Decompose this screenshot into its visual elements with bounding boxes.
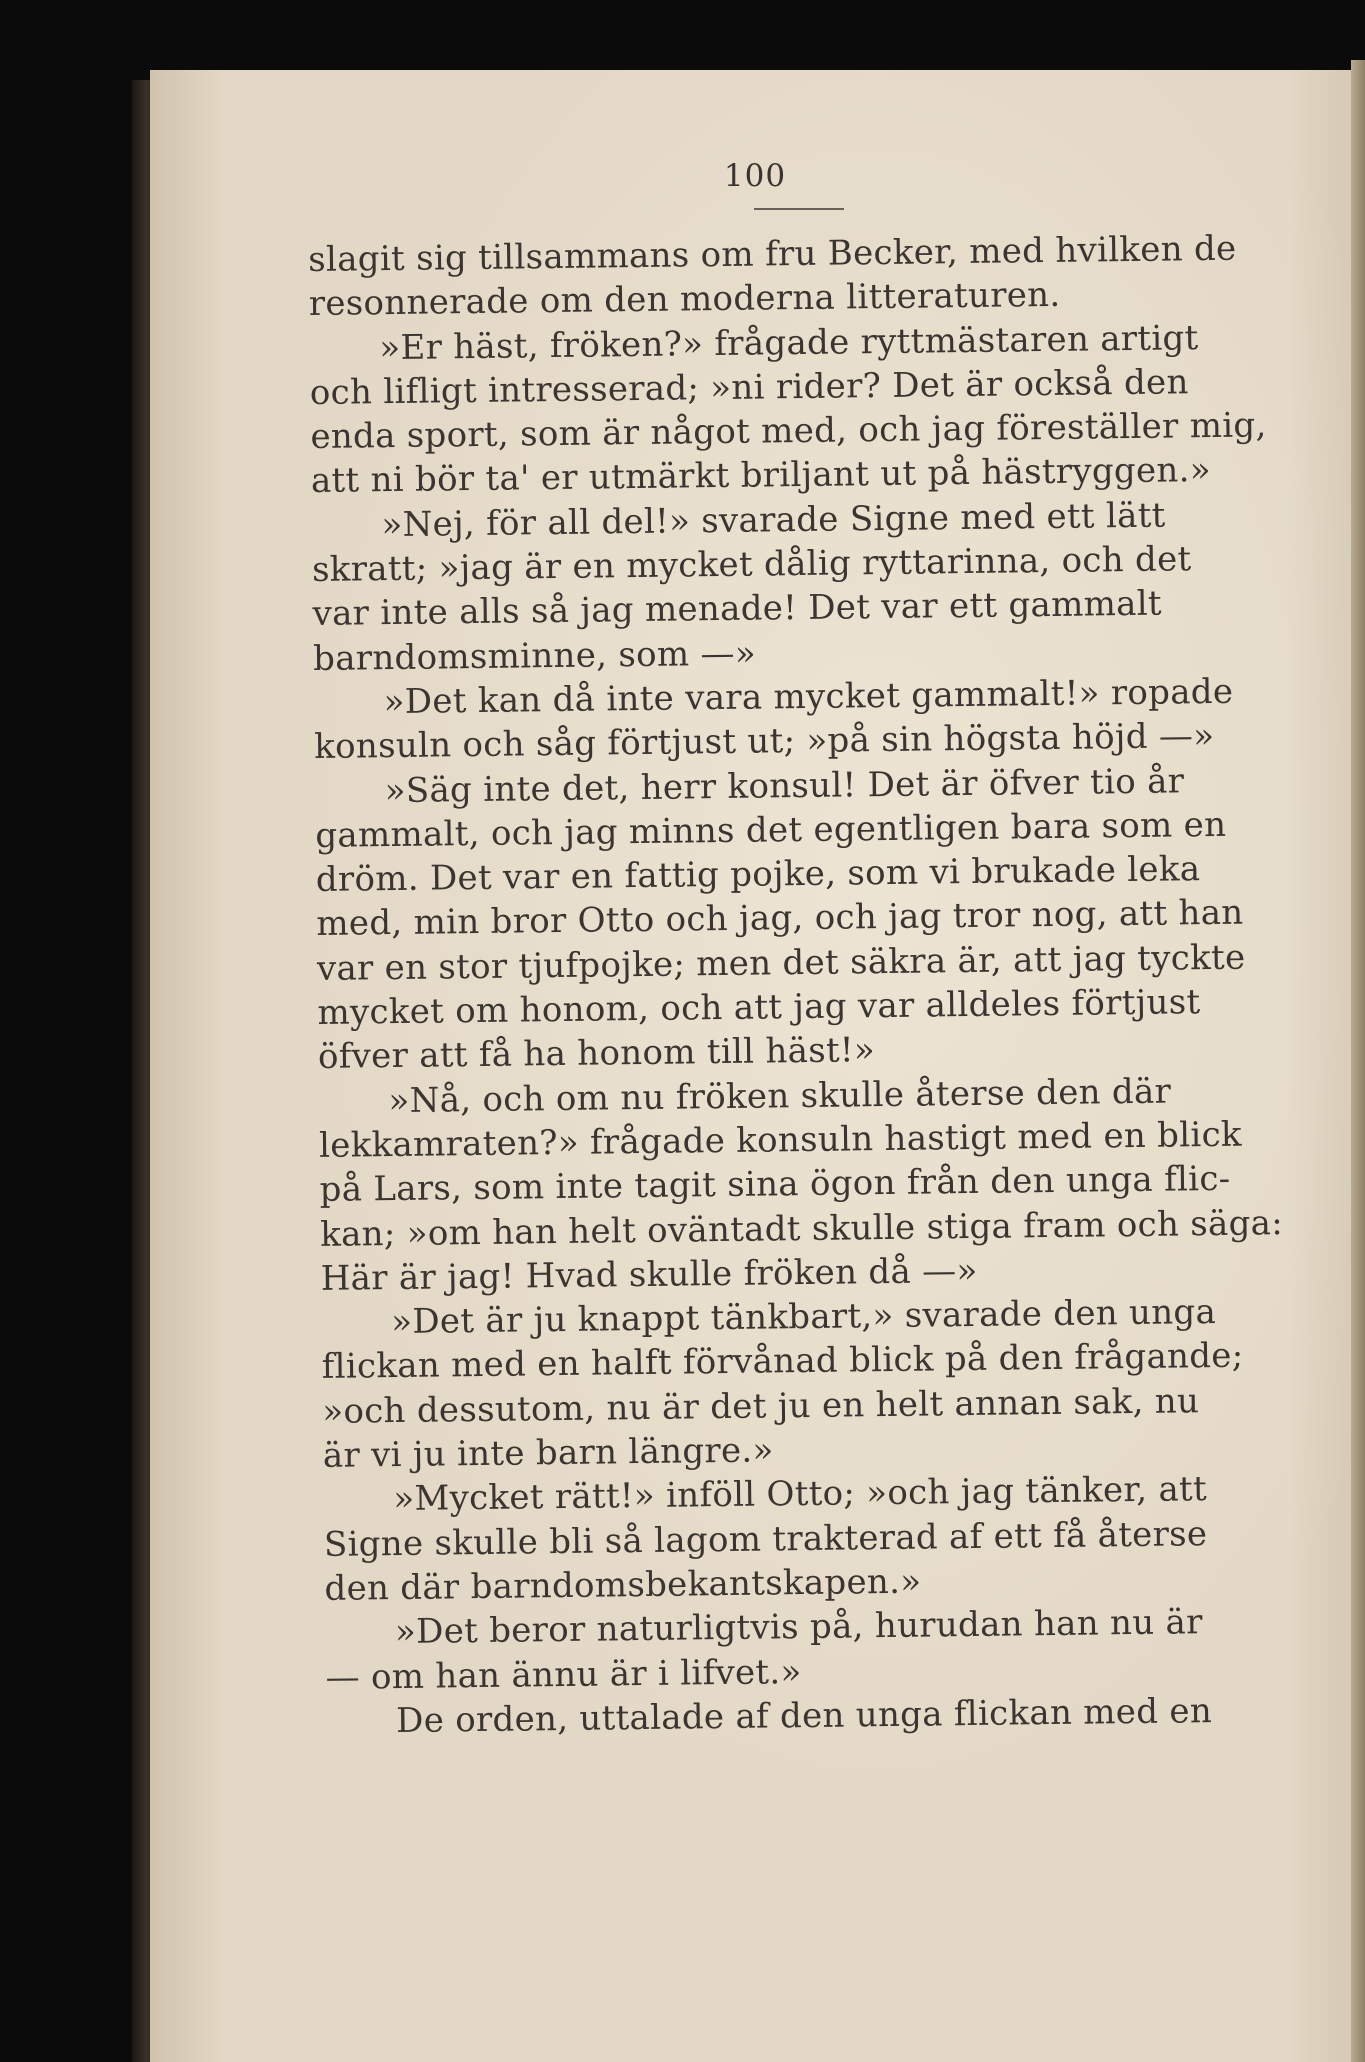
text-line: var inte alls så jag menade! Det var ett gammalt [312, 583, 1163, 635]
text-line: »Det kan då inte vara mycket gammalt!» ropade [383, 671, 1234, 723]
text-line: »Nej, för all del!» svarade Signe med ett lätt [381, 495, 1166, 545]
text-line: slagit sig tillsammans om fru Becker, med hvilken de [308, 228, 1237, 280]
text-line: och lifligt intresserad; »ni rider? Det är också den [309, 362, 1189, 413]
text-line: öfver att få ha honom till häst!» [317, 1030, 876, 1078]
text-line: Signe skulle bli så lagom trakterad af ett få återse [323, 1513, 1208, 1565]
text-line: var en stor tjufpojke; men det säkra är, att jag tyckte [316, 937, 1246, 989]
text-line: De orden, uttalade af den unga flickan med en [395, 1690, 1213, 1741]
text-line: enda sport, som är något med, och jag föreställer mig, [310, 405, 1267, 458]
text-line: med, min bror Otto och jag, och jag tror nog, att han [316, 893, 1244, 945]
text-line: kan; »om han helt oväntadt skulle stiga fram och säga: [319, 1202, 1284, 1255]
text-line: barndomsminne, som —» [312, 633, 757, 679]
text-line: flickan med en halft förvånad blick på den frågande; [321, 1336, 1244, 1388]
text-line: resonnerade om den moderna litteraturen. [308, 275, 1061, 325]
text-line: att ni bör ta' er utmärkt briljant ut på hästryggen.» [310, 450, 1212, 502]
text-line: Här är jag! Hvad skulle fröken då —» [320, 1250, 978, 1299]
text-line: mycket om honom, och att jag var alldeles förtjust [317, 982, 1201, 1033]
text-line: konsuln och såg förtjust ut; »på sin högsta höjd —» [313, 716, 1215, 768]
text-line: är vi ju inte barn längre.» [322, 1430, 774, 1476]
page-paper [150, 70, 1360, 2062]
text-line: »Nå, och om nu fröken skulle återse den där [388, 1071, 1172, 1121]
text-line: på Lars, som inte tagit sina ögon från den unga flic- [319, 1159, 1231, 1211]
page-number: 100 [723, 158, 787, 194]
text-line: — om han ännu är i lifvet.» [325, 1651, 802, 1698]
text-line: »och dessutom, nu är det ju en helt annan sak, nu [322, 1380, 1200, 1432]
text-line: skratt; »jag är en mycket dålig ryttarinna, och det [311, 539, 1192, 591]
text-line: »Det är ju knappt tänkbart,» svarade den unga [391, 1292, 1217, 1343]
text-line: »Det beror naturligtvis på, hurudan han nu är [394, 1602, 1203, 1653]
text-line: »Mycket rätt!» inföll Otto; »och jag tänker, att [393, 1469, 1208, 1520]
body-text [308, 224, 1365, 1744]
text-line: »Er häst, fröken?» frågade ryttmästaren artigt [379, 317, 1199, 368]
text-line: den där barndomsbekantskapen.» [324, 1561, 922, 1609]
header-rule [754, 208, 844, 210]
page-right-edge [1351, 60, 1365, 2062]
text-line: dröm. Det var en fattig pojke, som vi brukade leka [315, 849, 1201, 901]
text-line: »Säg inte det, herr konsul! Det är öfver tio år [384, 760, 1185, 811]
text-line: lekkamraten?» frågade konsuln hastigt med en blick [318, 1114, 1243, 1166]
text-line: gammalt, och jag minns det egentligen bara som en [315, 804, 1227, 856]
